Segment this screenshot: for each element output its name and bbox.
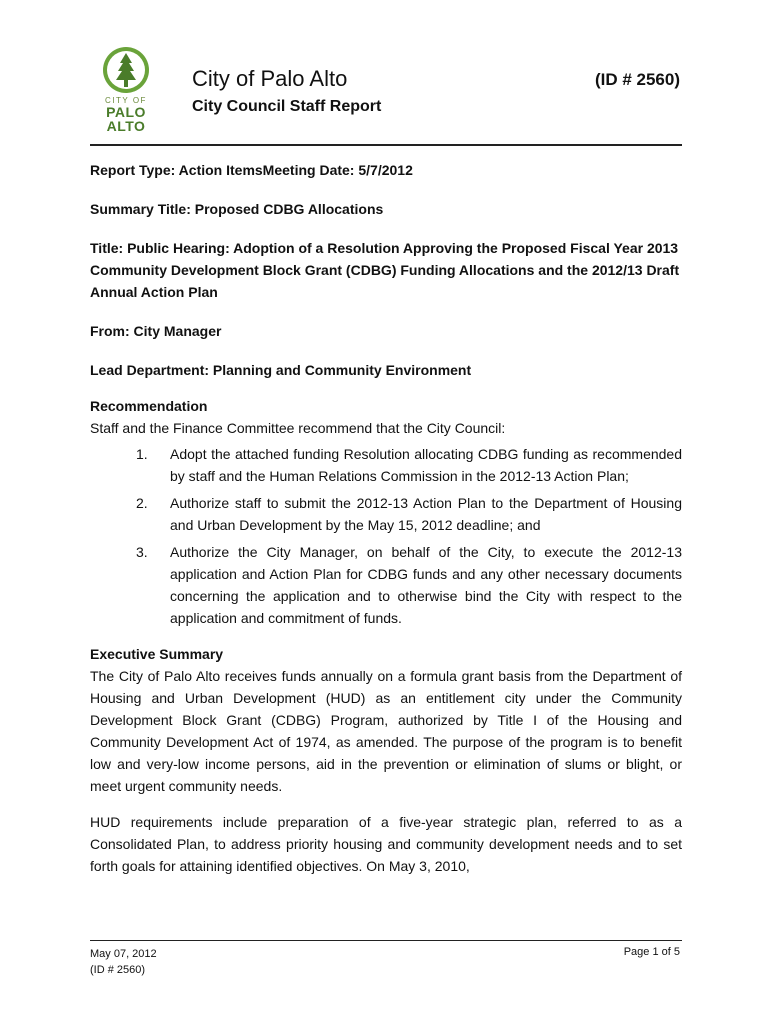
recommendation-list [90,443,682,629]
report-type: Report Type: Action ItemsMeeting Date: 5/7/2012 [90,162,413,178]
list-item-text: Adopt the attached funding Resolution allocating CDBG funding as recommended by staff and the Human Relations Commission in the 2012-13 Action Plan; [170,446,682,484]
summary-title: Summary Title: Proposed CDBG Allocations [90,201,384,217]
footer-id: (ID # 2560) [90,964,146,976]
list-item-number: 1. [136,446,148,462]
list-item [90,492,682,536]
list-item-text: Authorize staff to submit the 2012-13 Action Plan to the Department of Housing and Urban Development by the May 15, 2012 deadline; and [170,495,682,533]
page-number: Page 1 of 5 [623,946,680,958]
report-title: Title: Public Hearing: Adoption of a Resolution Approving the Proposed Fiscal Year 2013 Community Development Block Grant (CDBG) Funding Allocations and the 2012/13 Draft Annual Action Plan [90,240,680,300]
logo-palo: PALO [106,104,146,120]
report-from: From: City Manager [90,323,222,339]
header-divider [90,144,682,146]
recommendation-intro: Staff and the Finance Committee recommend that the City Council: [90,420,506,436]
report-body [90,150,682,877]
logo-alto: ALTO [106,118,146,134]
executive-summary-heading: Executive Summary [90,646,224,662]
executive-summary-paragraph-2: HUD requirements include preparation of a five-year strategic plan, referred to as a Consolidated Plan, to address priority housing and community development needs and to set forth goals for attaining identified objectives. On May 3, 2010, [90,814,682,874]
page-title: City of Palo Alto [192,66,348,91]
city-logo [100,46,152,133]
page-subtitle: City Council Staff Report [192,98,382,115]
list-item-number: 2. [136,495,148,511]
list-item-text: Authorize the City Manager, on behalf of the City, to execute the 2012-13 application and Action Plan for CDBG funds and any other necessary documents concerning the application and to otherwise bind the City with respect to the application and commitment of funds. [170,544,682,626]
lead-department: Lead Department: Planning and Community Environment [90,362,472,378]
list-item [90,541,682,629]
footer-date: May 07, 2012 [90,948,157,960]
list-item [90,443,682,487]
report-id: (ID # 2560) [594,70,680,89]
footer-divider [90,940,682,941]
executive-summary-paragraph: The City of Palo Alto receives funds annually on a formula grant basis from the Department of Housing and Urban Development (HUD) as an entitlement city under the Community Development Block Grant (CDBG) Program, authorized by Title I of the Housing and Community Development Act of 1974, as amended. The purpose of the program is to benefit low and very-low income persons, aid in the prevention or elimination of slums or blight, or meet urgent community needs. [90,668,682,794]
footer-left [90,946,157,978]
tree-seal-icon [102,46,150,94]
list-item-number: 3. [136,544,148,560]
recommendation-heading: Recommendation [90,398,208,414]
logo-city-of: CITY OF [105,96,147,105]
